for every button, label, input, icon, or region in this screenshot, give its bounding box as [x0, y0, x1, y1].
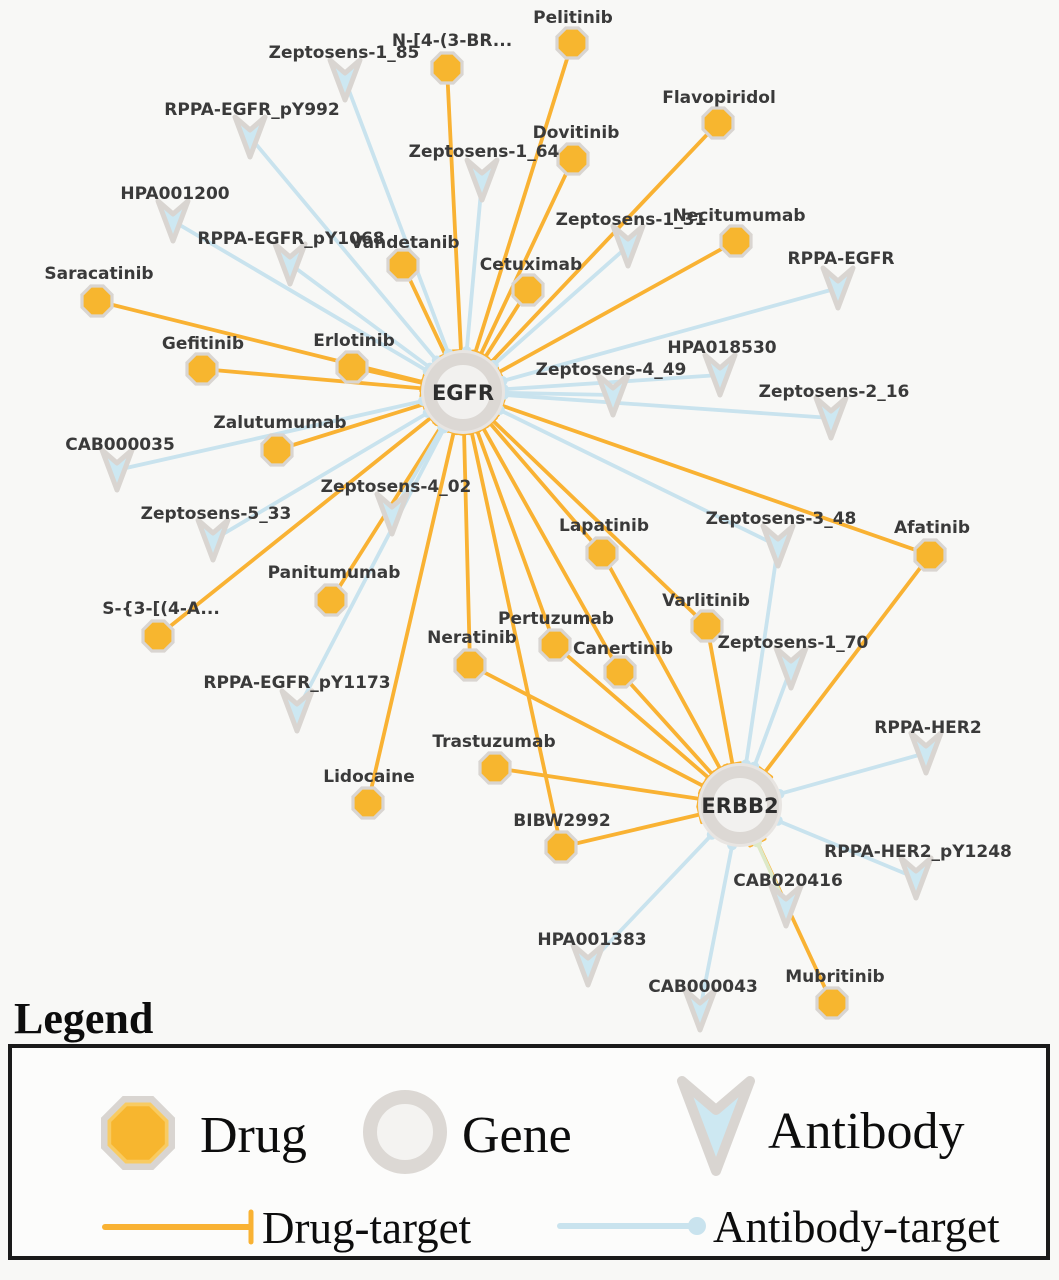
- node-label: Gefitinib: [161, 334, 245, 354]
- node-label: Zeptosens-1_70: [717, 633, 869, 653]
- drug-node[interactable]: [560, 146, 587, 173]
- node-label: Zeptosens-1_85: [268, 43, 420, 63]
- node-label: Flavopiridol: [662, 88, 776, 108]
- node-label: Mubritinib: [785, 967, 885, 987]
- node-label: RPPA-EGFR_pY992: [164, 100, 340, 120]
- node-label: Varlitinib: [662, 591, 750, 611]
- legend-drug-icon: [111, 1106, 165, 1160]
- drug-target-edge: [620, 672, 713, 775]
- antibody-node[interactable]: [198, 520, 228, 560]
- node-label: Dovitinib: [532, 123, 620, 143]
- node-label: HPA001383: [537, 930, 647, 950]
- node-label: Panitumumab: [267, 563, 401, 583]
- node-label: S-{3-[(4-A...: [102, 599, 220, 619]
- antibody-node[interactable]: [776, 648, 806, 688]
- node-label: RPPA-EGFR_pY1068: [197, 229, 385, 249]
- drug-node[interactable]: [548, 834, 575, 861]
- drug-node[interactable]: [339, 354, 366, 381]
- legend-antibody-target-label: Antibody-target: [713, 1202, 1000, 1252]
- drug-node[interactable]: [694, 613, 721, 640]
- antibody-node[interactable]: [275, 244, 305, 284]
- drug-node[interactable]: [189, 356, 216, 383]
- drug-node[interactable]: [457, 652, 484, 679]
- legend-title: Legend: [14, 994, 154, 1043]
- node-label: CAB020416: [733, 871, 843, 891]
- node-label: Trastuzumab: [432, 732, 556, 752]
- node-label: N-[4-(3-BR...: [391, 31, 513, 51]
- node-label: Pelitinib: [533, 8, 613, 28]
- node-label: Zeptosens-4_49: [535, 360, 687, 380]
- gene-label-EGFR: EGFR: [431, 381, 495, 405]
- antibody-node[interactable]: [377, 494, 407, 534]
- legend-drug-label: Drug: [200, 1107, 307, 1164]
- node-label: Zeptosens-2_16: [758, 382, 910, 402]
- node-label: RPPA-HER2: [874, 718, 982, 738]
- drug-node[interactable]: [559, 30, 586, 57]
- node-label: Zeptosens-3_48: [705, 509, 857, 529]
- node-label: Lapatinib: [559, 516, 649, 536]
- node-label: Zeptosens-4_02: [320, 477, 472, 497]
- drug-target-edge: [447, 68, 461, 351]
- drug-node[interactable]: [589, 540, 616, 567]
- node-label: HPA018530: [667, 338, 777, 358]
- antibody-node[interactable]: [911, 733, 941, 773]
- drug-node[interactable]: [819, 990, 846, 1017]
- node-label: Pertuzumab: [498, 609, 614, 629]
- legend-drug-target-label: Drug-target: [262, 1203, 472, 1253]
- gene-label-ERBB2: ERBB2: [701, 794, 779, 818]
- node-label: Zeptosens-5_33: [140, 504, 292, 524]
- node-label: Saracatinib: [44, 264, 154, 284]
- node-label: RPPA-EGFR: [787, 249, 895, 269]
- node-label: Zeptosens-1_64: [408, 142, 560, 162]
- node-label: Zalutumumab: [213, 413, 347, 433]
- drug-node[interactable]: [318, 587, 345, 614]
- label-layer: [44, 8, 1011, 997]
- antibody-node[interactable]: [771, 886, 801, 926]
- node-label: RPPA-EGFR_pY1173: [203, 673, 391, 693]
- drug-node[interactable]: [145, 623, 172, 650]
- drug-node[interactable]: [515, 277, 542, 304]
- drug-node[interactable]: [607, 659, 634, 686]
- drug-node[interactable]: [84, 288, 111, 315]
- node-label: Erlotinib: [313, 331, 395, 351]
- drug-node[interactable]: [917, 542, 944, 569]
- antibody-node[interactable]: [158, 201, 188, 241]
- node-label: BIBW2992: [513, 811, 611, 831]
- drug-node[interactable]: [705, 110, 732, 137]
- node-label: Cetuximab: [479, 255, 583, 275]
- node-label: Vandetanib: [350, 233, 460, 253]
- antibody-node[interactable]: [467, 160, 497, 200]
- drug-node[interactable]: [434, 55, 461, 82]
- legend-antibody-target-dot: [688, 1217, 706, 1235]
- node-label: Afatinib: [893, 518, 971, 538]
- node-label: Canertinib: [572, 639, 674, 659]
- antibody-node[interactable]: [102, 450, 132, 490]
- node-label: Necitumumab: [672, 206, 806, 226]
- legend-antibody-label: Antibody: [768, 1103, 965, 1160]
- node-label: HPA001200: [120, 184, 230, 204]
- antibody-node[interactable]: [330, 60, 360, 100]
- legend-gene-label: Gene: [462, 1107, 572, 1164]
- node-label: RPPA-HER2_pY1248: [824, 842, 1012, 862]
- legend-gene-icon: [370, 1097, 440, 1167]
- node-label: CAB000043: [648, 977, 758, 997]
- drug-node[interactable]: [355, 790, 382, 817]
- drug-node[interactable]: [723, 228, 750, 255]
- node-label: Neratinib: [427, 628, 517, 648]
- node-label: CAB000035: [65, 435, 175, 455]
- antibody-node[interactable]: [573, 945, 603, 985]
- antibody-target-edge: [779, 753, 926, 794]
- drug-node[interactable]: [482, 755, 509, 782]
- node-label: Zeptosens-1_31: [555, 210, 707, 230]
- antibody-node[interactable]: [901, 858, 931, 898]
- legend: [10, 994, 1048, 1258]
- drug-node[interactable]: [264, 437, 291, 464]
- antibody-node[interactable]: [763, 526, 793, 566]
- drug-node[interactable]: [390, 252, 417, 279]
- antibody-node[interactable]: [613, 226, 643, 266]
- node-label: Lidocaine: [323, 767, 415, 787]
- antibody-node[interactable]: [282, 691, 312, 731]
- drug-target-edge: [495, 768, 699, 799]
- antibody-node[interactable]: [823, 268, 853, 308]
- antibody-target-edge: [746, 546, 778, 764]
- drug-node[interactable]: [542, 632, 569, 659]
